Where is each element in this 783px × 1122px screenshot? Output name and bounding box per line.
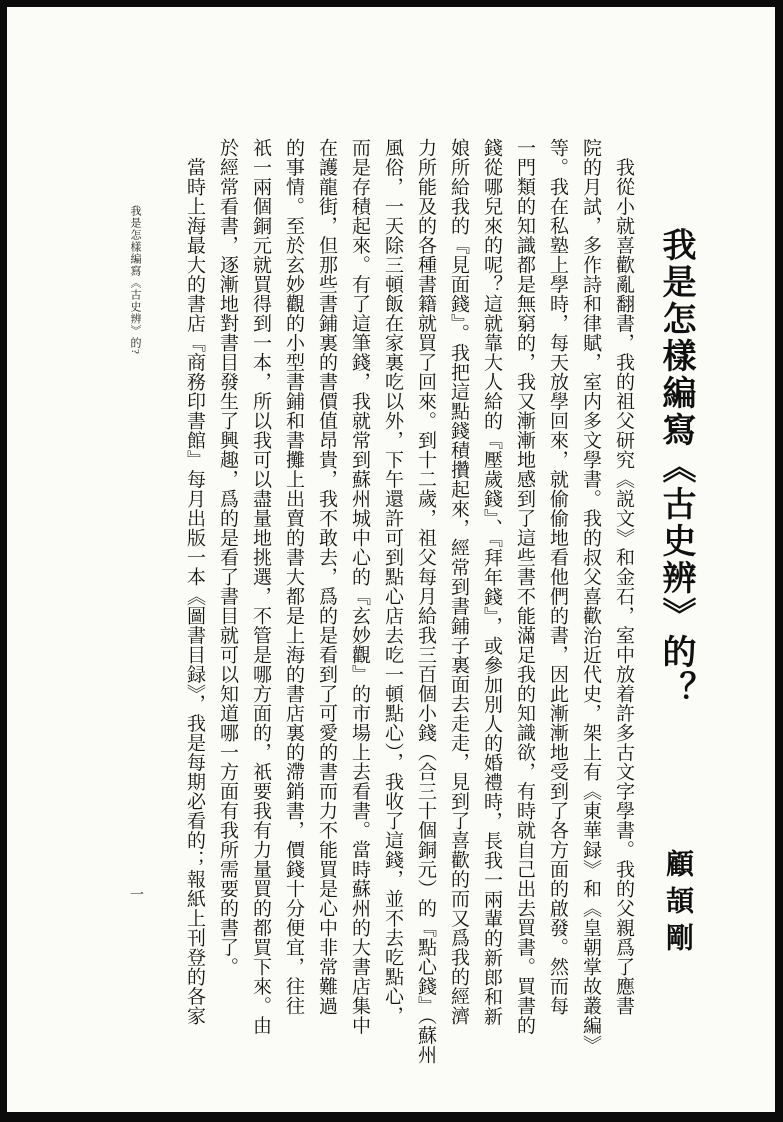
text-column: 一門類的知識都是無窮的，我又漸漸地感到了這些書不能滿足我的知識欲，有時就自己出去買書。買書的 — [514, 138, 535, 1035]
text-column: 力所能及的各種書籍就買了回來。到十二歲，祖父每月給我三百個小錢（合三十個銅元）的『點心錢』（蘇州 — [415, 138, 436, 1065]
text-column: 錢從哪兒來的呢？這就靠大人給的『壓歲錢』、『拜年錢』，或參加別人的婚禮時，長我一兩輩的新郎和新 — [481, 138, 502, 1026]
text-column: 院的月試，多作詩和律賦，室内多文學書。我的叔父喜歡治近代史，架上有《東華録》和《皇朝掌故叢編》 — [580, 138, 601, 1055]
paper — [7, 7, 775, 1112]
running-title: 我是怎樣編寫《古史辨》的? — [129, 205, 141, 355]
page-title: 我是怎樣編寫《古史辨》的？ — [657, 227, 694, 708]
text-column: 風俗，一天除三頓飯在家裏吃以外，下午還許可到點心店去吃一頓點心），我收了這錢，並不去吃點心， — [382, 138, 403, 1026]
text-column: 祇一兩個銅元就買得到一本，所以我可以盡量地挑選，不管是哪方面的，祇要我有力量買的都買下來。由 — [250, 138, 271, 1035]
text-column: 當時上海最大的書店『商務印書館』每月出版一本《圖書目録》，我是每期必看的；報紙上刊登的各家 — [184, 138, 205, 1026]
text-column: 我從小就喜歡亂翻書，我的祖父研究《説文》和金石，室中放着許多古文字學書。我的父親爲了應書 — [613, 138, 634, 1016]
page-number: 一 — [128, 887, 143, 901]
body-text — [163, 138, 633, 1078]
text-column: 於經常看書，逐漸地對書目發生了興趣，爲的是看了書目就可以知道哪一方面有我所需要的書了。 — [217, 138, 238, 977]
text-column: 娘所給我的『見面錢』。我把這點錢積攢起來，經常到書鋪子裏面去走走，見到了喜歡的而又爲我的經濟 — [448, 138, 469, 1026]
text-column: 而是存積起來。有了這筆錢，我就常到蘇州城中心的『玄妙觀』的市場上去看書。當時蘇州的大書店集中 — [349, 138, 370, 1035]
author-name: 顧頡剛 — [662, 849, 693, 960]
text-column: 的事情。至於玄妙觀的小型書鋪和書攤上出賣的書大都是上海的書店裏的滯銷書，價錢十分便宜，往往 — [283, 138, 304, 1016]
text-column: 在護龍街，但那些書鋪裏的書價值昂貴，我不敢去，爲的是看到了可愛的書而力不能買是心中非常難過 — [316, 138, 337, 1016]
text-column: 等。我在私塾上學時，每天放學回來，就偷偷地看他們的書，因此漸漸地受到了各方面的啟發。然而每 — [547, 138, 568, 1016]
